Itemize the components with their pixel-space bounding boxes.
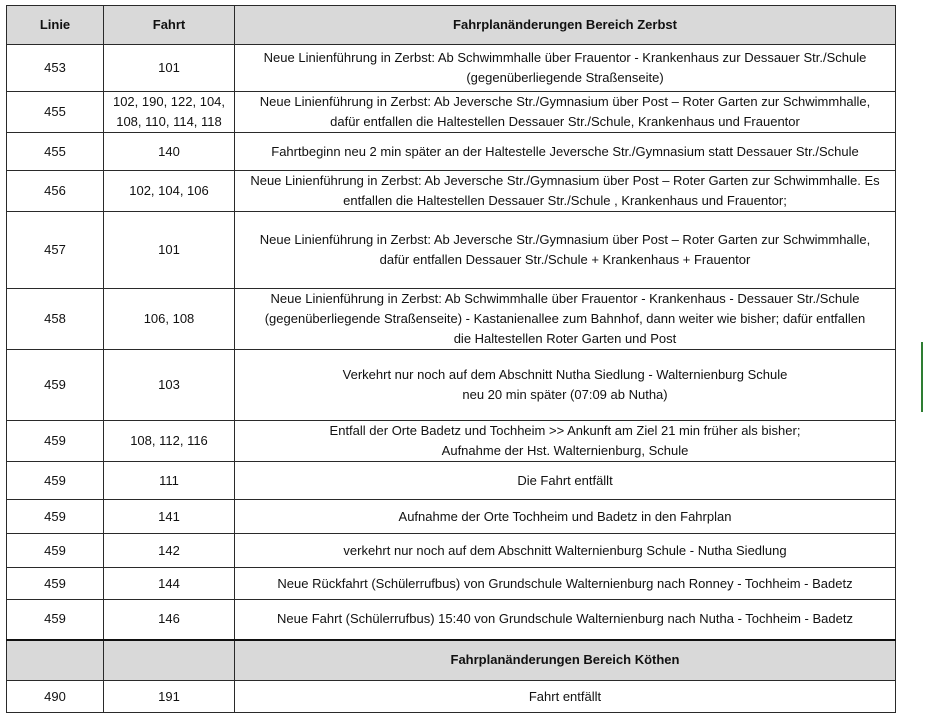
cell-fahrt xyxy=(104,462,235,500)
header-koethen-linie xyxy=(7,640,104,681)
fahrt-line: 101 xyxy=(158,60,180,75)
cell-change-description xyxy=(235,534,896,568)
description-line: dafür entfallen Dessauer Str./Schule + Krankenhaus + Frauentor xyxy=(379,252,751,267)
cell-fahrt xyxy=(104,681,235,713)
table-row xyxy=(7,681,896,713)
cell-fahrt xyxy=(104,289,235,350)
header-koethen-changes: Fahrplanänderungen Bereich Köthen xyxy=(235,640,896,681)
description-line: Entfall der Orte Badetz und Tochheim >> Ankunft am Ziel 21 min früher als bisher; xyxy=(329,423,801,438)
cell-selection-marker xyxy=(921,342,923,412)
cell-linie: 459 xyxy=(7,500,104,534)
table-row xyxy=(7,212,896,289)
description-line: Neue Linienführung in Zerbst: Ab Jeversche Str./Gymnasium über Post – Roter Garten zur Schwimmhalle, xyxy=(259,94,871,109)
cell-fahrt xyxy=(104,350,235,421)
header-fahrt: Fahrt xyxy=(104,6,235,45)
table-row xyxy=(7,45,896,92)
cell-fahrt xyxy=(104,212,235,289)
fahrt-line: 103 xyxy=(158,377,180,392)
cell-linie: 458 xyxy=(7,289,104,350)
fahrt-line: 102, 104, 106 xyxy=(129,183,209,198)
cell-fahrt xyxy=(104,133,235,171)
cell-linie: 459 xyxy=(7,600,104,640)
table-row xyxy=(7,133,896,171)
cell-fahrt xyxy=(104,45,235,92)
schedule-changes-table xyxy=(6,5,896,713)
fahrt-line: 106, 108 xyxy=(143,311,195,326)
fahrt-line: 102, 190, 122, 104, xyxy=(112,94,226,109)
table-row xyxy=(7,350,896,421)
cell-change-description xyxy=(235,421,896,462)
header-koethen-fahrt xyxy=(104,640,235,681)
description-line: dafür entfallen die Haltestellen Dessauer Str./Schule, Krankenhaus und Frauentor xyxy=(330,114,800,129)
cell-change-description xyxy=(235,600,896,640)
fahrt-line: 140 xyxy=(158,143,180,159)
description-line: Aufnahme der Orte Tochheim und Badetz in den Fahrplan xyxy=(398,508,732,524)
fahrt-line: 191 xyxy=(158,688,180,704)
cell-change-description xyxy=(235,171,896,212)
cell-change-description xyxy=(235,289,896,350)
description-line: Neue Linienführung in Zerbst: Ab Jeversche Str./Gymnasium über Post – Roter Garten zur Schwimmhalle, xyxy=(259,232,871,247)
table-row xyxy=(7,92,896,133)
description-line: die Haltestellen Roter Garten und Post xyxy=(453,331,677,346)
cell-fahrt xyxy=(104,500,235,534)
description-line: Neue Linienführung in Zerbst: Ab Jeversche Str./Gymnasium über Post – Roter Garten zur Schwimmhalle. Es xyxy=(250,173,880,188)
description-line: neu 20 min später (07:09 ab Nutha) xyxy=(462,387,668,402)
cell-linie: 455 xyxy=(7,133,104,171)
fahrt-line: 108, 110, 114, 118 xyxy=(116,114,222,129)
header-zerbst-changes: Fahrplanänderungen Bereich Zerbst xyxy=(235,6,896,45)
cell-linie: 490 xyxy=(7,681,104,713)
description-line: verkehrt nur noch auf dem Abschnitt Walternienburg Schule - Nutha Siedlung xyxy=(343,542,787,558)
description-line: entfallen die Haltestellen Dessauer Str./Schule , Krankenhaus und Frauentor; xyxy=(343,193,787,208)
cell-linie: 459 xyxy=(7,568,104,600)
cell-linie: 456 xyxy=(7,171,104,212)
table-row xyxy=(7,568,896,600)
fahrt-line: 141 xyxy=(158,508,180,524)
cell-change-description xyxy=(235,568,896,600)
cell-linie: 455 xyxy=(7,92,104,133)
table-row xyxy=(7,462,896,500)
cell-linie: 459 xyxy=(7,421,104,462)
cell-change-description xyxy=(235,133,896,171)
description-line: Neue Linienführung in Zerbst: Ab Schwimmhalle über Frauentor - Krankenhaus zur Dessauer Str./Schule xyxy=(263,50,867,65)
header-row-koethen xyxy=(7,640,896,681)
description-line: Neue Fahrt (Schülerrufbus) 15:40 von Grundschule Walternienburg nach Nutha - Tochheim - Badetz xyxy=(277,611,853,627)
table-row xyxy=(7,171,896,212)
cell-change-description xyxy=(235,45,896,92)
table-row xyxy=(7,534,896,568)
description-line: Verkehrt nur noch auf dem Abschnitt Nutha Siedlung - Walternienburg Schule xyxy=(342,367,788,382)
description-line: Fahrt entfällt xyxy=(528,688,602,704)
cell-change-description xyxy=(235,92,896,133)
table-row xyxy=(7,500,896,534)
cell-linie: 453 xyxy=(7,45,104,92)
cell-linie: 459 xyxy=(7,350,104,421)
cell-fahrt xyxy=(104,92,235,133)
description-line: (gegenüberliegende Straßenseite) xyxy=(466,70,664,85)
koethen-section xyxy=(7,640,896,713)
fahrt-line: 111 xyxy=(159,472,179,488)
table-row xyxy=(7,600,896,640)
header-row-zerbst xyxy=(7,6,896,45)
cell-change-description xyxy=(235,500,896,534)
cell-change-description xyxy=(235,462,896,500)
fahrt-line: 108, 112, 116 xyxy=(130,433,208,448)
fahrt-line: 144 xyxy=(158,575,180,591)
fahrt-line: 101 xyxy=(158,242,180,257)
cell-fahrt xyxy=(104,421,235,462)
zerbst-section xyxy=(7,45,896,640)
cell-fahrt xyxy=(104,171,235,212)
cell-change-description xyxy=(235,350,896,421)
cell-linie: 457 xyxy=(7,212,104,289)
cell-fahrt xyxy=(104,600,235,640)
cell-fahrt xyxy=(104,568,235,600)
header-linie: Linie xyxy=(7,6,104,45)
fahrt-line: 142 xyxy=(158,542,180,558)
cell-linie: 459 xyxy=(7,534,104,568)
table-row xyxy=(7,289,896,350)
description-line: Neue Rückfahrt (Schülerrufbus) von Grundschule Walternienburg nach Ronney - Tochheim - Badetz xyxy=(277,575,853,591)
description-line: Aufnahme der Hst. Walternienburg, Schule xyxy=(441,443,689,458)
description-line: (gegenüberliegende Straßenseite) - Kastanienallee zum Bahnhof, dann weiter wie bisher; dafür entfallen xyxy=(264,311,866,326)
description-line: Die Fahrt entfällt xyxy=(517,472,613,488)
description-line: Neue Linienführung in Zerbst: Ab Schwimmhalle über Frauentor - Krankenhaus - Dessauer Str./Schule xyxy=(270,291,860,306)
cell-change-description xyxy=(235,212,896,289)
cell-change-description xyxy=(235,681,896,713)
fahrt-line: 146 xyxy=(158,611,180,627)
description-line: Fahrtbeginn neu 2 min später an der Haltestelle Jeversche Str./Gymnasium statt Dessauer Str./Schule xyxy=(271,143,859,159)
table-row xyxy=(7,421,896,462)
cell-fahrt xyxy=(104,534,235,568)
cell-linie: 459 xyxy=(7,462,104,500)
